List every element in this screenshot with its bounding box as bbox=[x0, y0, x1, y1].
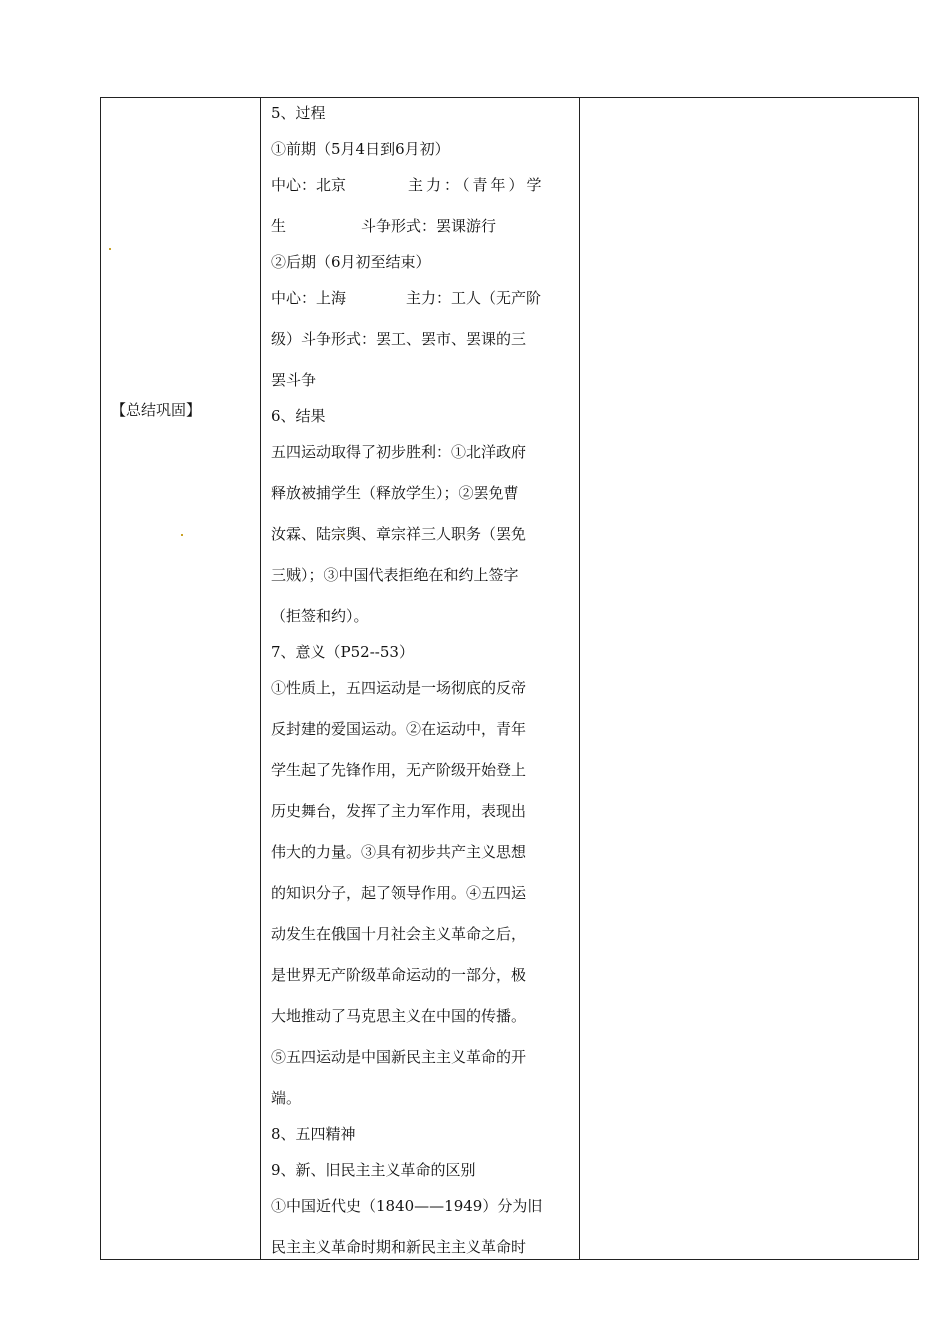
content-line: 6、结果 bbox=[271, 407, 326, 425]
content-line: 五四运动取得了初步胜利：①北洋政府 bbox=[271, 443, 527, 461]
content-line: 大地推动了马克思主义在中国的传播。 bbox=[271, 1007, 527, 1025]
content-line: 学生起了先锋作用，无产阶级开始登上 bbox=[271, 761, 527, 779]
content-line: 8、五四精神 bbox=[271, 1125, 356, 1143]
content-line: ①中国近代史（1840——1949）分为旧 bbox=[271, 1197, 543, 1215]
content-line: 端。 bbox=[271, 1089, 302, 1107]
content-line bbox=[271, 174, 545, 195]
content-line: ⑤五四运动是中国新民主主义革命的开 bbox=[271, 1048, 527, 1066]
content-line bbox=[271, 287, 541, 308]
content-line: 释放被捕学生（释放学生）；②罢免曹 bbox=[271, 484, 519, 502]
empty-notes-cell bbox=[580, 98, 918, 1259]
content-line: 级）斗争形式：罢工、罢市、罢课的三 bbox=[271, 330, 527, 348]
content-text: 主力：（青年）学 bbox=[408, 176, 545, 194]
content-line: 9、新、旧民主主义革命的区别 bbox=[271, 1161, 476, 1179]
content-line: 反封建的爱国运动。②在运动中，青年 bbox=[271, 720, 527, 738]
content-line: ①前期（5月4日到6月初） bbox=[271, 140, 450, 158]
content-line: 伟大的力量。③具有初步共产主义思想 bbox=[271, 843, 527, 861]
content-line: 罢斗争 bbox=[271, 371, 317, 389]
content-line: 5、过程 bbox=[271, 104, 326, 122]
content-text: 主力：工人（无产阶 bbox=[406, 289, 542, 307]
content-text: 生 bbox=[271, 217, 287, 235]
content-text: 中心：北京 bbox=[271, 176, 347, 194]
content-line: 三贼）；③中国代表拒绝在和约上签字 bbox=[271, 566, 519, 584]
content-line: ①性质上，五四运动是一场彻底的反帝 bbox=[271, 679, 527, 697]
content-line: （拒签和约）。 bbox=[271, 607, 369, 625]
decorative-dot bbox=[109, 248, 111, 250]
content-line bbox=[271, 215, 496, 236]
content-line: 动发生在俄国十月社会主义革命之后， bbox=[271, 925, 527, 943]
column-divider bbox=[260, 98, 261, 1259]
content-line: ②后期（6月初至结束） bbox=[271, 253, 431, 271]
content-line: 7、意义（P52--53） bbox=[271, 643, 414, 661]
decorative-dot bbox=[181, 534, 183, 536]
content-line: 历史舞台，发挥了主力军作用，表现出 bbox=[271, 802, 527, 820]
content-line: 的知识分子，起了领导作用。④五四运 bbox=[271, 884, 527, 902]
content-line: 民主主义革命时期和新民主主义革命时 bbox=[271, 1238, 527, 1256]
section-label: 【总结巩固】 bbox=[111, 401, 202, 419]
content-line: 是世界无产阶级革命运动的一部分，极 bbox=[271, 966, 527, 984]
content-text: 斗争形式：罢课游行 bbox=[361, 217, 497, 235]
content-line: 汝霖、陆宗舆、章宗祥三人职务（罢免 bbox=[271, 525, 527, 543]
content-text: 中心：上海 bbox=[271, 289, 347, 307]
lesson-table bbox=[100, 97, 919, 1260]
